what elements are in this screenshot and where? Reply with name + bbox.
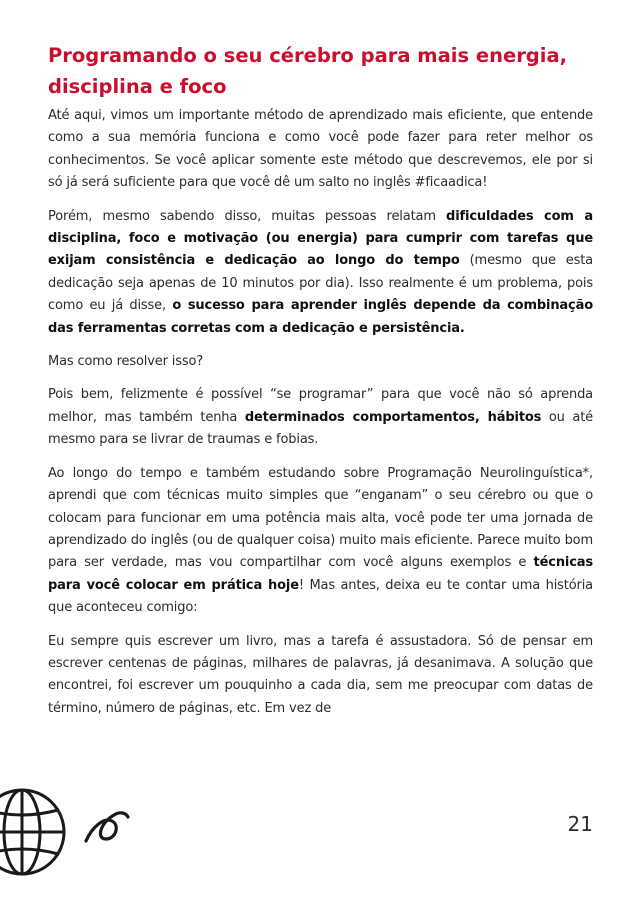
text-run: ou até mesmo para se livrar de traumas e fobias. bbox=[48, 409, 593, 448]
paragraph bbox=[48, 206, 593, 340]
paragraph bbox=[48, 631, 593, 721]
paragraph bbox=[48, 384, 593, 451]
bold-text: dificuldades com a disciplina, foco e motivação (ou energia) para cumprir com tarefas que exijam consistência e dedicação ao longo do tempo bbox=[48, 208, 593, 269]
text-run: (mesmo que esta dedicação seja apenas de 10 minutos por dia). Isso realmente é um problema, pois como eu já disse, bbox=[48, 253, 594, 314]
text-run: Ao longo do tempo e também estudando sobre Programação Neurolinguística*, aprendi que com técnicas muito simples que “enganam” o seu cérebro ou que o colocam para funcionar em uma potência mais alta, você pode ter uma jornada de aprendizado do inglês (ou de qualquer coisa) muito mais eficiente. Parece muito bom para ser verdade, mas vou compartilhar com você alguns exemplos e bbox=[48, 465, 593, 571]
text-run: Até aqui, vimos um importante método de aprendizado mais eficiente, que entende como a sua memória funciona e como você pode fazer para reter melhor os conhecimentos. Se você aplicar somente este método que descrevemos, ele por si só já será suficiente para que você dê um salto no inglês #ficaadica! bbox=[48, 108, 593, 191]
bold-text: o sucesso para aprender inglês depende da combinação das ferramentas corretas com a dedicação e persistência. bbox=[48, 298, 594, 336]
paragraph bbox=[48, 463, 593, 620]
text-run: ! Mas antes, deixa eu te contar uma história que aconteceu comigo: bbox=[48, 577, 594, 616]
page-number: 21 bbox=[567, 812, 593, 836]
paragraph bbox=[48, 351, 593, 373]
page-content bbox=[48, 40, 593, 731]
text-run: Eu sempre quis escrever um livro, mas a tarefa é assustadora. Só de pensar em escrever centenas de páginas, milhares de palavras, já desanimava. A solução que encontrei, foi escrever um pouquinho a cada dia, sem me preocupar com datas de término, número de páginas, etc. Em vez de bbox=[48, 633, 593, 716]
swirl-ornament-icon bbox=[82, 805, 132, 850]
text-run: Porém, mesmo sabendo disso, muitas pessoas relatam bbox=[48, 208, 447, 224]
text-run: Pois bem, felizmente é possível “se programar” para que você não só aprenda melhor, mas também tenha bbox=[48, 387, 593, 425]
page-title: Programando o seu cérebro para mais energia, disciplina e foco bbox=[48, 44, 568, 98]
paragraph bbox=[48, 105, 593, 195]
text-run: Mas como resolver isso? bbox=[48, 354, 204, 370]
body-text bbox=[48, 105, 593, 720]
bold-text: determinados comportamentos, hábitos bbox=[244, 409, 542, 425]
bold-text: técnicas para você colocar em prática hoje bbox=[48, 555, 593, 593]
page-footer bbox=[0, 780, 638, 903]
globe-icon bbox=[0, 780, 70, 890]
